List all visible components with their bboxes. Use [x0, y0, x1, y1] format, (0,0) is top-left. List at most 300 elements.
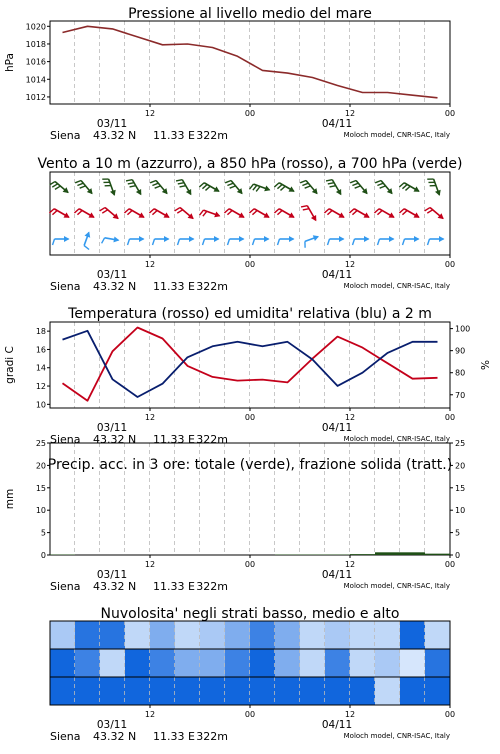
wind-barb [301, 206, 316, 222]
location-name: Siena [50, 730, 81, 743]
wind-barb [350, 180, 367, 194]
wind-feather [228, 239, 230, 245]
y-axis-label-right: % [480, 360, 492, 370]
wind-barb [328, 236, 345, 245]
x-tick-label: 12 [345, 260, 355, 269]
y-tick-label: 1016 [26, 58, 46, 67]
wind-feather [399, 183, 404, 187]
wind-feather [425, 208, 430, 211]
wind-feather [127, 211, 132, 215]
y-tick-label: 10 [36, 400, 46, 409]
wind-feather [126, 180, 132, 181]
wind-barb [102, 237, 120, 244]
cloud-cell [150, 649, 175, 677]
wind-feather [277, 211, 282, 215]
wind-feather [175, 208, 180, 211]
humidity-line [63, 331, 438, 397]
cloud-cell [75, 677, 100, 705]
cloud-cell [325, 649, 350, 677]
model-credit: Moloch model, CNR-ISAC, Italy [344, 732, 450, 740]
x-tick-label: 12 [145, 413, 155, 422]
y-tick-label: 10 [455, 506, 465, 515]
cloud-cell [225, 677, 250, 705]
x-tick-label: 12 [145, 710, 155, 719]
location-alt: 322m [196, 730, 228, 743]
pressure-line [63, 26, 438, 98]
y-tick-label: 1014 [26, 75, 46, 84]
wind-feather [274, 183, 279, 187]
y-tick-label: 25 [455, 439, 465, 448]
x-date-label: 03/11 [97, 269, 127, 281]
cloud-cell [75, 649, 100, 677]
cloud-cell [200, 621, 225, 649]
x-tick-label: 12 [345, 710, 355, 719]
location-lon: 11.33 E [153, 580, 195, 593]
wind-barb [403, 236, 420, 245]
cloud-cell [425, 649, 450, 677]
wind-feather [330, 186, 336, 187]
cloud-cell [150, 677, 175, 705]
temperature-line-points [62, 327, 437, 400]
wind-barb [225, 180, 242, 194]
cloud-cell [200, 677, 225, 705]
wind-feather [74, 209, 79, 213]
wind-feather [377, 183, 383, 185]
wind-feather [227, 183, 233, 185]
cloud-heatmap [50, 621, 450, 705]
wind-feather [100, 208, 105, 211]
wind-feather [77, 183, 83, 185]
wind-barb [300, 180, 317, 194]
wind-feather [178, 239, 180, 245]
wind-barb [253, 236, 270, 245]
wind-feather [124, 209, 129, 213]
cloud-row-alto [50, 621, 450, 649]
pressure-chart [4, 6, 455, 142]
cloud-cell [125, 649, 150, 677]
wind-feather [326, 180, 332, 181]
cloud-cell [175, 621, 200, 649]
cloud-cell [325, 677, 350, 705]
wind-feather [205, 186, 210, 190]
cloud-cell [300, 677, 325, 705]
wind-feather [405, 186, 410, 190]
wind-feather [130, 186, 136, 187]
x-tick-label: 12 [145, 109, 155, 118]
cloud-cover-chart [50, 606, 455, 743]
wind-feather [128, 183, 134, 184]
x-date-label: 03/11 [97, 118, 127, 130]
location-lon: 11.33 E [153, 730, 195, 743]
cloud-cell [425, 677, 450, 705]
chart-title: Precip. acc. in 3 ore: totale (verde), frazione solida (tratt.) [48, 457, 452, 473]
wind-feather [402, 185, 407, 189]
wind-barb [175, 208, 194, 220]
model-credit: Moloch model, CNR-ISAC, Italy [344, 282, 450, 290]
x-date-label: 04/11 [322, 422, 352, 434]
y-tick-label: 0 [455, 551, 460, 560]
wind-arrow-head [439, 236, 445, 242]
wind-series-850-hpa [49, 206, 443, 222]
cloud-cell [400, 677, 425, 705]
wind-barb [399, 183, 419, 192]
wind-arrow-head [239, 236, 245, 242]
wind-arrow-head [189, 236, 195, 242]
cloud-cell [100, 677, 125, 705]
y-axis-left [4, 327, 50, 409]
wind-feather [403, 239, 405, 245]
wind-feather [252, 211, 257, 215]
location-lon: 11.33 E [153, 129, 195, 142]
wind-arrow-head [364, 236, 370, 242]
location-lat: 43.32 N [93, 280, 136, 293]
y-tick-label: 1018 [26, 40, 46, 49]
wind-feather [253, 185, 257, 190]
wind-feather [399, 209, 404, 213]
wind-feather [149, 209, 154, 213]
cloud-cell [275, 621, 300, 649]
cloud-cell [300, 621, 325, 649]
cloud-cell [50, 621, 75, 649]
wind-barb [153, 236, 170, 245]
y-tick-label: 14 [36, 364, 46, 373]
wind-feather [153, 239, 155, 245]
wind-feather [253, 239, 255, 245]
wind-feather [355, 186, 361, 188]
pressure-line-points [62, 26, 437, 98]
wind-arrow-head [414, 236, 420, 242]
wind-arrow-head [289, 236, 295, 242]
wind-feather [150, 180, 156, 182]
model-credit: Moloch model, CNR-ISAC, Italy [344, 131, 450, 139]
wind-barb [128, 236, 145, 245]
x-axis [97, 255, 455, 281]
wind-barb [278, 236, 295, 245]
precip-bar [425, 554, 450, 555]
wind-barb [203, 236, 220, 245]
x-tick-label: 12 [145, 260, 155, 269]
y-tick-label: 70 [455, 391, 465, 400]
wind-feather [203, 239, 205, 245]
wind-barb [149, 209, 169, 218]
wind-feather [303, 209, 309, 210]
cloud-cell [350, 649, 375, 677]
x-tick-label: 12 [345, 413, 355, 422]
x-tick-label: 00 [245, 109, 255, 118]
wind-barb [200, 210, 221, 217]
wind-barb [100, 208, 119, 220]
wind-feather [300, 180, 306, 182]
wind-feather [224, 209, 229, 213]
precip-bar [400, 552, 425, 555]
cloud-cell [375, 621, 400, 649]
cloud-cell [200, 649, 225, 677]
wind-feather [102, 238, 105, 244]
y-tick-label: 20 [455, 461, 465, 470]
cloud-cell [150, 621, 175, 649]
wind-feather [52, 211, 57, 215]
x-tick-label: 12 [345, 560, 355, 569]
wind-feather [75, 180, 81, 182]
wind-feather [203, 211, 207, 216]
wind-chart [37, 156, 462, 293]
wind-feather [328, 183, 334, 184]
location-lat: 43.32 N [93, 433, 136, 446]
y-tick-label: 80 [455, 369, 465, 378]
wind-feather [55, 186, 60, 189]
location-name: Siena [50, 280, 81, 293]
y-tick-label: 12 [36, 382, 46, 391]
x-date-label: 04/11 [322, 118, 352, 130]
wind-feather [155, 186, 161, 188]
wind-feather [77, 211, 82, 215]
x-date-label: 03/11 [97, 569, 127, 581]
wind-feather [402, 211, 407, 215]
wind-barb [150, 180, 167, 194]
wind-barb [274, 209, 294, 218]
location-name: Siena [50, 129, 81, 142]
y-axis-left [4, 439, 50, 560]
wind-barb [427, 179, 440, 196]
x-date-label: 04/11 [322, 269, 352, 281]
y-tick-label: 16 [36, 345, 46, 354]
precipitation-chart [4, 439, 465, 593]
wind-feather [180, 186, 186, 187]
wind-feather [274, 209, 279, 213]
y-tick-label: 20 [36, 461, 46, 470]
wind-feather [177, 210, 182, 213]
x-date-label: 03/11 [97, 422, 127, 434]
cloud-cell [350, 677, 375, 705]
cloud-cell [175, 677, 200, 705]
cloud-cell [375, 677, 400, 705]
cloud-cell [225, 621, 250, 649]
x-axis [97, 104, 455, 130]
wind-feather [152, 183, 158, 185]
wind-series-700-hpa [50, 179, 441, 196]
x-tick-label: 00 [445, 413, 455, 422]
wind-barb [375, 180, 392, 194]
wind-arrow-head [139, 236, 145, 242]
wind-barb [353, 236, 370, 245]
x-tick-label: 12 [345, 109, 355, 118]
x-date-label: 04/11 [322, 719, 352, 731]
cloud-cell [425, 621, 450, 649]
location-line [50, 730, 450, 743]
x-axis [97, 705, 455, 731]
wind-feather [427, 210, 432, 213]
cloud-cell [400, 621, 425, 649]
x-axis [97, 408, 455, 434]
wind-barb [199, 183, 219, 192]
y-tick-label: 15 [36, 484, 46, 493]
location-lat: 43.32 N [93, 129, 136, 142]
location-lat: 43.32 N [93, 730, 136, 743]
cloud-cell [375, 649, 400, 677]
y-tick-label: 0 [41, 551, 46, 560]
x-tick-label: 12 [145, 560, 155, 569]
cloud-cell [125, 677, 150, 705]
location-lat: 43.32 N [93, 580, 136, 593]
wind-feather [301, 206, 307, 207]
wind-feather [199, 183, 204, 187]
cloud-cell [350, 621, 375, 649]
wind-barb [324, 209, 344, 218]
y-tick-label: 90 [455, 347, 465, 356]
wind-feather [200, 210, 204, 215]
temperature-line [63, 328, 438, 401]
x-tick-label: 00 [245, 413, 255, 422]
wind-feather [53, 239, 55, 245]
chart-title: Vento a 10 m (azzurro), a 850 hPa (rosso), a 700 hPa (verde) [37, 156, 462, 172]
wind-feather [353, 239, 355, 245]
cloud-cell [225, 649, 250, 677]
wind-barb [274, 183, 294, 192]
wind-barb [399, 209, 419, 218]
wind-barb [126, 180, 141, 196]
y-axis-label: hPa [4, 53, 16, 72]
y-axis-label: mm [4, 489, 16, 509]
y-axis-left [4, 22, 50, 102]
y-tick-label: 18 [36, 327, 46, 336]
cloud-cell [175, 649, 200, 677]
model-credit: Moloch model, CNR-ISAC, Italy [344, 582, 450, 590]
location-alt: 322m [196, 280, 228, 293]
y-tick-label: 5 [455, 529, 460, 538]
location-alt: 322m [196, 129, 228, 142]
cloud-cell [250, 677, 275, 705]
cloud-cell [100, 649, 125, 677]
wind-feather [227, 211, 232, 215]
wind-feather [102, 210, 107, 213]
location-name: Siena [50, 433, 81, 446]
wind-feather [152, 211, 157, 215]
x-tick-label: 00 [245, 560, 255, 569]
wind-barb [428, 236, 445, 245]
wind-feather [278, 239, 280, 245]
wind-barb [176, 180, 191, 196]
cloud-cell [100, 621, 125, 649]
wind-feather [249, 209, 254, 213]
wind-barb [326, 180, 341, 196]
y-axis-label: gradi C [4, 346, 16, 384]
wind-feather [380, 186, 386, 188]
x-tick-label: 00 [245, 710, 255, 719]
wind-feather [230, 186, 236, 188]
wind-feather [305, 186, 311, 188]
cloud-cell [75, 621, 100, 649]
wind-barb [349, 209, 369, 218]
wind-feather [378, 239, 380, 245]
wind-barb [378, 236, 395, 245]
x-tick-label: 00 [445, 560, 455, 569]
cloud-cell [325, 621, 350, 649]
wind-arrow-head [264, 236, 270, 242]
y-tick-label: 1012 [26, 93, 46, 102]
wind-barb [425, 208, 444, 220]
temperature-humidity-chart [4, 306, 492, 446]
y-tick-label: 10 [36, 506, 46, 515]
wind-feather [352, 211, 357, 215]
location-line [50, 433, 450, 446]
x-date-label: 04/11 [322, 569, 352, 581]
cloud-row-basso [50, 677, 450, 705]
model-credit: Moloch model, CNR-ISAC, Italy [344, 435, 450, 443]
y-axis-right [450, 439, 465, 560]
wind-barb [124, 209, 144, 218]
wind-barb [102, 179, 115, 196]
chart-title: Temperatura (rosso) ed umidita' relativa (blu) a 2 m [67, 306, 432, 322]
wind-feather [352, 183, 358, 185]
cloud-cell [50, 649, 75, 677]
location-lon: 11.33 E [153, 280, 195, 293]
wind-feather [349, 209, 354, 213]
wind-feather [80, 186, 86, 188]
cloud-cell [125, 621, 150, 649]
wind-arrow-head [214, 236, 220, 242]
wind-barb [53, 236, 70, 245]
wind-barb [224, 209, 244, 218]
wind-arrow-head [389, 236, 395, 242]
wind-feather [374, 209, 379, 213]
wind-feather [52, 184, 57, 187]
wind-series-10-m [53, 232, 445, 250]
y-tick-label: 5 [41, 529, 46, 538]
wind-barb [178, 236, 195, 245]
wind-feather [176, 180, 182, 181]
x-axis [97, 555, 455, 581]
wind-feather [84, 246, 89, 250]
x-date-label: 03/11 [97, 719, 127, 731]
chart-title: Pressione al livello medio del mare [128, 6, 372, 22]
location-alt: 322m [196, 580, 228, 593]
cloud-cell [275, 649, 300, 677]
cloud-cell [400, 649, 425, 677]
y-axis-right [450, 325, 492, 400]
x-tick-label: 00 [245, 260, 255, 269]
wind-feather [377, 211, 382, 215]
wind-barb [75, 180, 92, 194]
y-tick-label: 100 [455, 325, 470, 334]
cloud-row-medio [50, 649, 450, 677]
wind-arrow-head [64, 236, 70, 242]
wind-feather [250, 184, 254, 189]
location-line [50, 580, 450, 593]
wind-feather [280, 186, 285, 190]
wind-feather [202, 185, 207, 189]
location-alt: 322m [196, 433, 228, 446]
precip-bar [350, 554, 375, 555]
y-tick-label: 25 [36, 439, 46, 448]
cloud-cell [250, 621, 275, 649]
wind-feather [178, 183, 184, 184]
wind-barb [50, 182, 69, 194]
wind-barb [305, 235, 319, 247]
wind-barb [49, 209, 69, 218]
wind-feather [375, 180, 381, 182]
wind-barb [228, 236, 245, 245]
y-tick-label: 1020 [26, 22, 46, 31]
y-tick-label: 15 [455, 484, 465, 493]
cloud-cell [300, 649, 325, 677]
wind-barb [374, 209, 394, 218]
grid-lines [75, 172, 425, 255]
wind-barb [84, 232, 90, 250]
wind-feather [428, 239, 430, 245]
x-tick-label: 00 [445, 109, 455, 118]
cloud-cell [50, 677, 75, 705]
location-line [50, 280, 450, 293]
